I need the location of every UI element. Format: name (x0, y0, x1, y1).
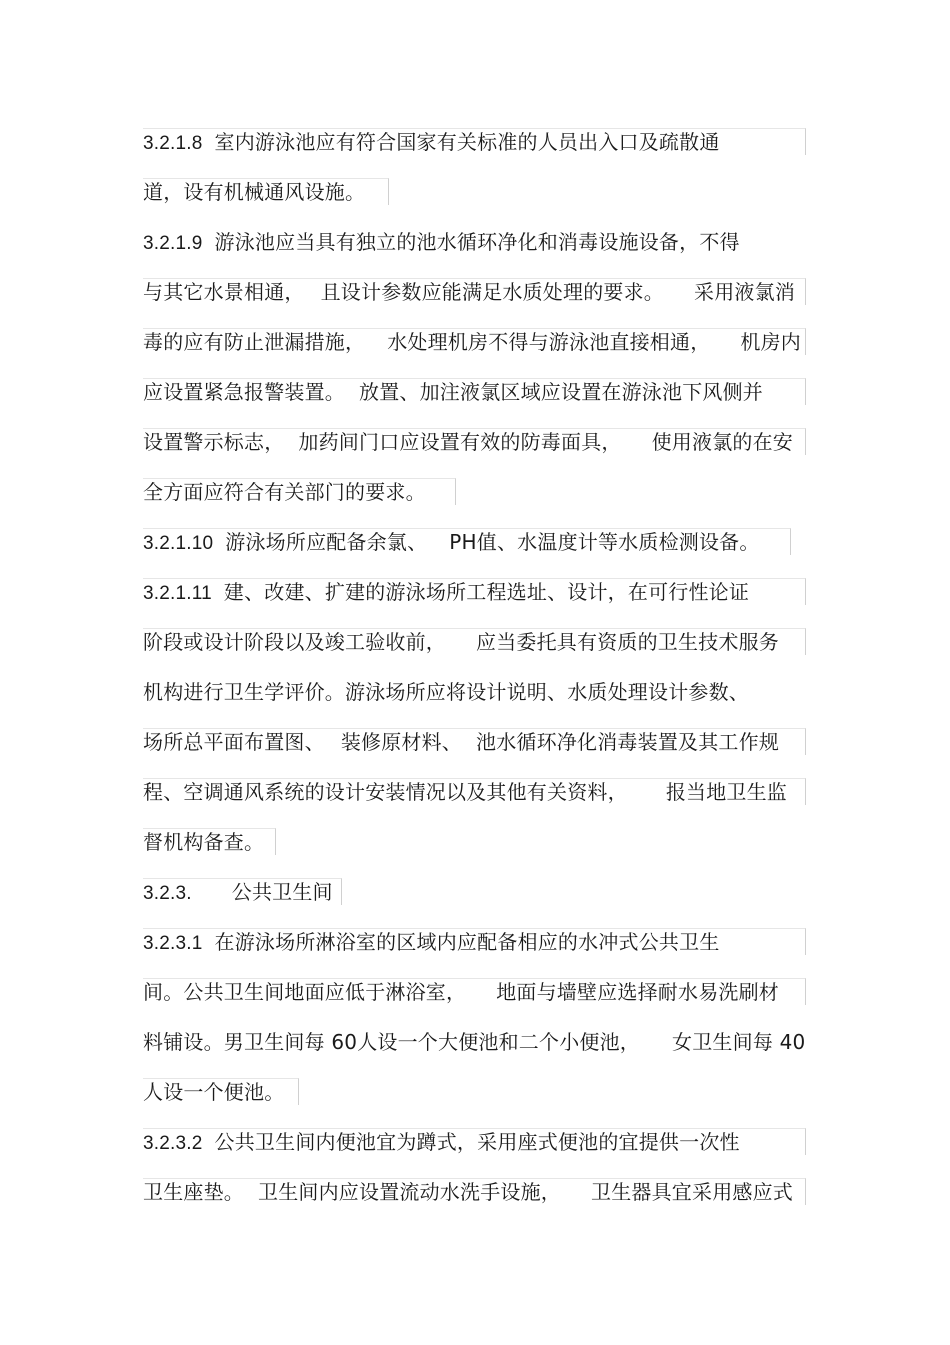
text-line (143, 328, 801, 356)
text-line (143, 1178, 793, 1206)
line-text: 公共卫生间内便池宜为蹲式，采用座式便池的宜提供一次性 (214, 1130, 740, 1154)
text-line (143, 578, 749, 606)
line-text: 人设一个便池。 (143, 1080, 285, 1104)
line-text: 道，设有机械通风设施。 (143, 180, 366, 204)
line-text: 建、改建、扩建的游泳场所工程选址、设计，在可行性论证 (223, 580, 750, 604)
text-line (143, 728, 779, 756)
line-text: 督机构备查。 (143, 830, 265, 854)
text-line (143, 178, 365, 206)
line-text: 全方面应符合有关部门的要求。 (143, 480, 426, 504)
text-line (143, 228, 740, 256)
line-text: 在游泳场所淋浴室的区域内应配备相应的水冲式公共卫生 (214, 930, 720, 954)
clause-number: 3.2.3.2 (143, 1133, 203, 1154)
line-text: 场所总平面布置图、 (143, 730, 325, 754)
clause-number: 3.2.1.9 (143, 233, 203, 254)
line-text: 女卫生间每 40 (672, 1030, 806, 1054)
text-line (143, 528, 760, 556)
line-text: 游泳池应当具有独立的池水循环净化和消毒设施设备，不得 (214, 230, 740, 254)
line-text: 与其它水景相通， (143, 280, 305, 304)
text-line (143, 1078, 284, 1106)
clause-number: 3.2.1.10 (143, 533, 214, 554)
text-line (143, 478, 426, 506)
line-text: 且设计参数应能满足水质处理的要求。 (320, 280, 665, 304)
line-text: 应当委托具有资质的卫生技术服务 (476, 630, 779, 654)
section-number: 3.2.3. (143, 883, 192, 904)
line-text: 卫生座垫。 (143, 1180, 244, 1204)
text-line (143, 1028, 805, 1056)
line-text: 毒的应有防止泄漏措施， (143, 330, 366, 354)
line-text: 地面与墙壁应选择耐水易洗刷材 (496, 980, 780, 1004)
line-text: 间。公共卫生间地面应低于淋浴室， (143, 980, 467, 1004)
line-text: 机房内 (740, 330, 802, 354)
line-text: 阶段或设计阶段以及竣工验收前， (143, 630, 446, 654)
text-line (143, 278, 795, 306)
text-line (143, 628, 779, 656)
clause-number: 3.2.3.1 (143, 933, 203, 954)
clause-number: 3.2.1.11 (143, 583, 212, 604)
text-line (143, 778, 787, 806)
line-text: 池水循环净化消毒装置及其工作规 (476, 730, 780, 754)
line-text: 程、空调通风系统的设计安装情况以及其他有关资料， (143, 780, 628, 804)
line-text: 室内游泳池应有符合国家有关标准的人员出入口及疏散通 (214, 130, 720, 154)
text-line (143, 1128, 740, 1156)
section-heading (143, 878, 333, 906)
text-line (143, 678, 749, 706)
text-line (143, 828, 264, 856)
line-text: 使用液氯的在安 (651, 430, 794, 454)
line-text: 卫生器具宜采用感应式 (591, 1180, 793, 1204)
line-text: 报当地卫生监 (665, 780, 788, 804)
line-text: PH值、水温度计等水质检测设备。 (449, 530, 760, 554)
line-text: 应设置紧急报警装置。 (143, 380, 345, 404)
line-text: 采用液氯消 (694, 280, 796, 304)
line-text: 装修原材料、 (340, 730, 463, 754)
text-line (143, 928, 720, 956)
text-line (143, 428, 793, 456)
line-text: 游泳场所应配备余氯、 (225, 530, 428, 554)
line-text: 放置、加注液氯区域应设置在游泳池下风侧并 (359, 380, 763, 404)
line-text: 加药间门口应设置有效的防毒面具， (298, 430, 622, 454)
text-line (143, 378, 763, 406)
line-text: 卫生间内应设置流动水洗手设施， (258, 1180, 561, 1204)
clause-number: 3.2.1.8 (143, 133, 203, 154)
section-title: 公共卫生间 (231, 880, 333, 904)
line-text: 料铺设。男卫生间每 60人设一个大便池和二个小便池， (143, 1030, 641, 1054)
line-text: 机构进行卫生学评价。游泳场所应将设计说明、水质处理设计参数、 (143, 680, 749, 704)
text-line (143, 978, 779, 1006)
line-text: 水处理机房不得与游泳池直接相通， (387, 330, 711, 354)
line-text: 设置警示标志， (143, 430, 285, 454)
text-line (143, 128, 720, 156)
